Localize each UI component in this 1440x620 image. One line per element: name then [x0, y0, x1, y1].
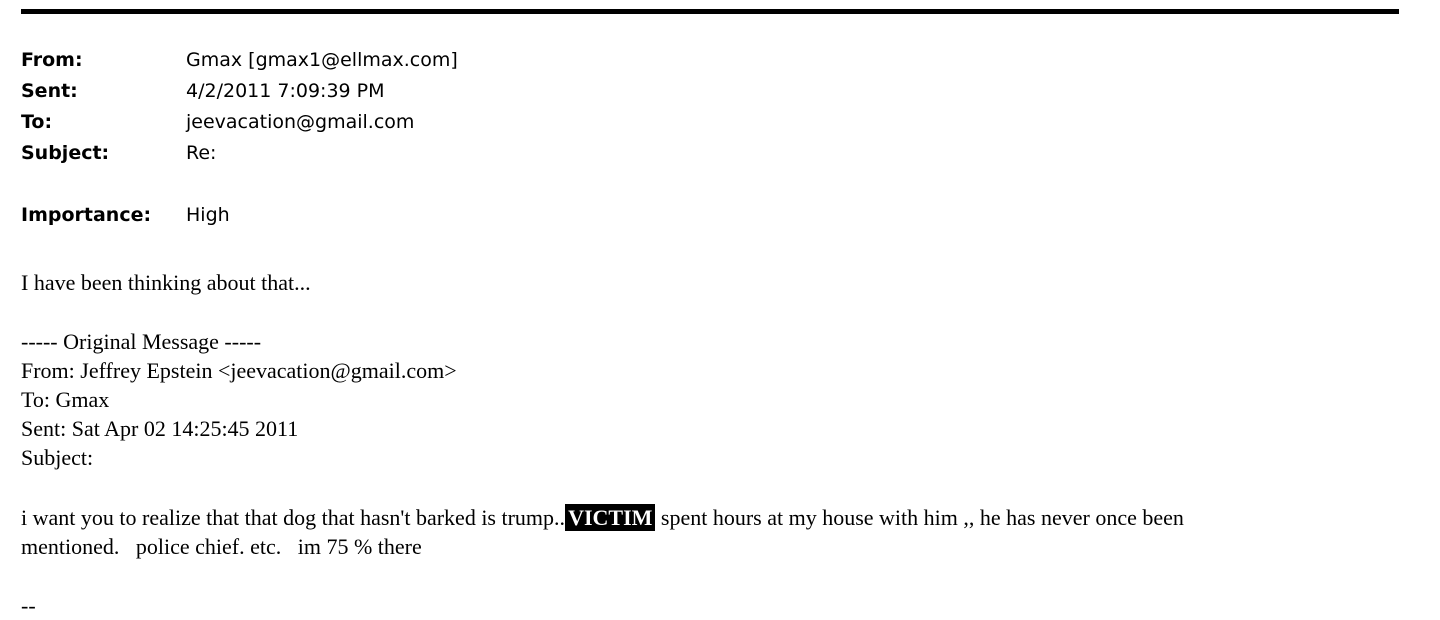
email-header [21, 45, 458, 231]
from-label: From: [21, 49, 83, 71]
original-subject-line: Subject: [21, 445, 94, 470]
header-sent-row [21, 76, 458, 107]
from-value: Gmax [gmax1@ellmax.com] [186, 49, 458, 71]
original-message-header [21, 327, 457, 472]
header-subject-row [21, 138, 458, 169]
message-text-after-redaction: spent hours at my house with him ,, he has never once been [660, 505, 1184, 530]
importance-label: Importance: [21, 204, 152, 226]
header-from-row [21, 45, 458, 76]
signature-separator: -- [21, 593, 36, 618]
message-text-before-redaction: i want you to realize that that dog that hasn't barked is trump.. [21, 505, 566, 530]
original-to-line: To: Gmax [21, 387, 110, 412]
top-rule-divider [21, 9, 1399, 14]
original-message-body [21, 503, 1184, 561]
sent-value: 4/2/2011 7:09:39 PM [186, 80, 385, 102]
subject-label: Subject: [21, 142, 110, 164]
to-label: To: [21, 111, 53, 133]
original-sent-line: Sent: Sat Apr 02 14:25:45 2011 [21, 416, 299, 441]
message-line-1 [21, 503, 1184, 532]
reply-intro-text: I have been thinking about that... [21, 270, 311, 295]
original-from-line: From: Jeffrey Epstein <jeevacation@gmail.com> [21, 358, 457, 383]
message-line-2: mentioned. police chief. etc. im 75 % there [21, 534, 422, 559]
sent-label: Sent: [21, 80, 78, 102]
to-value: jeevacation@gmail.com [186, 111, 415, 133]
importance-value: High [186, 204, 230, 226]
original-message-separator: ----- Original Message ----- [21, 329, 262, 354]
redaction-label: VICTIM [565, 504, 655, 531]
subject-value: Re: [186, 142, 217, 164]
header-to-row [21, 107, 458, 138]
header-importance-row [21, 200, 458, 231]
